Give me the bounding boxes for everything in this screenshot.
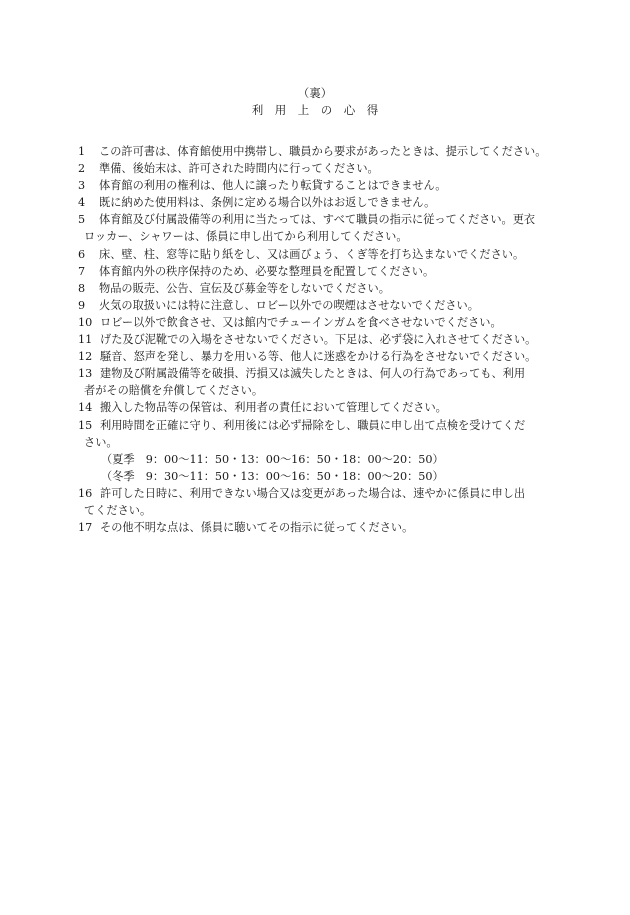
rule-text-continued: ロッカー、シャワーは、係員に申し出てから利用してください。 bbox=[84, 230, 408, 244]
rule-text: 搬入した物品等の保管は、利用者の責任において管理してください。 bbox=[100, 401, 447, 415]
rule-number: 17 bbox=[78, 521, 93, 535]
rule-number: 14 bbox=[78, 401, 93, 415]
rule-number: 5 bbox=[78, 213, 86, 227]
rule-number: 4 bbox=[78, 196, 86, 210]
rule-text-continued: てください。 bbox=[84, 503, 152, 517]
rule-item bbox=[78, 194, 560, 211]
summer-hours: （夏季 9：00〜11：50・13：00〜16：50・18：00〜20：50） bbox=[101, 452, 444, 466]
rule-text: 既に納めた使用料は、条例に定める場合以外はお返しできません。 bbox=[99, 196, 436, 210]
rule-text-continued: さい。 bbox=[84, 435, 118, 449]
rule-number: 15 bbox=[78, 418, 93, 432]
rule-text: 騒音、怒声を発し、暴力を用いる等、他人に迷惑をかける行為をさせないでください。 bbox=[100, 350, 537, 364]
rules-list bbox=[78, 143, 560, 536]
rule-number: 13 bbox=[78, 367, 93, 381]
rule-item bbox=[78, 348, 560, 365]
rule-number: 10 bbox=[78, 315, 93, 329]
rule-text: 火気の取扱いには特に注意し、ロビー以外での喫煙はさせないでください。 bbox=[99, 298, 479, 312]
rule-text: 許可した日時に、利用できない場合又は変更があった場合は、速やかに係員に申し出 bbox=[100, 486, 526, 500]
rule-text: ロビー以外で飲食させ、又は館内でチューインガムを食べさせないでください。 bbox=[100, 315, 502, 329]
rule-number: 6 bbox=[78, 247, 86, 261]
rule-number: 3 bbox=[78, 179, 86, 193]
rule-number: 8 bbox=[78, 281, 86, 295]
rule-item bbox=[78, 417, 560, 485]
rule-number: 12 bbox=[78, 350, 93, 364]
rule-text: 体育館内外の秩序保持のため、必要な整理員を配置してください。 bbox=[99, 264, 435, 278]
rule-text: 床、壁、柱、窓等に貼り紙をし、又は画びょう、くぎ等を打ち込まないでください。 bbox=[99, 247, 525, 261]
rule-number: 1 bbox=[78, 145, 86, 158]
side-label: （裏） bbox=[297, 86, 333, 100]
rule-item bbox=[78, 519, 560, 536]
rule-item bbox=[78, 177, 560, 194]
rule-item bbox=[78, 365, 560, 399]
rule-number: 9 bbox=[78, 298, 86, 312]
rule-number: 16 bbox=[78, 486, 93, 500]
rule-number: 7 bbox=[78, 264, 86, 278]
rule-item bbox=[78, 263, 560, 280]
rule-text: この許可書は、体育館使用中携帯し、職員から要求があったときは、提示してください。 bbox=[99, 145, 547, 158]
rule-text: 利用時間を正確に守り、利用後には必ず掃除をし、職員に申し出て点検を受けてくだ bbox=[100, 418, 526, 432]
rule-text: げた及び泥靴での入場をさせないでください。下足は、必ず袋に入れさせてください。 bbox=[100, 333, 537, 347]
rule-text: 体育館及び付属設備等の利用に当たっては、すべて職員の指示に従ってください。更衣 bbox=[99, 213, 536, 227]
rule-number: 11 bbox=[78, 333, 93, 347]
rule-item bbox=[78, 160, 560, 177]
rule-item bbox=[78, 331, 560, 348]
rule-text: 準備、後始末は、許可された時間内に行ってください。 bbox=[99, 162, 379, 176]
rule-item bbox=[78, 143, 560, 160]
rule-item bbox=[78, 297, 560, 314]
rule-item bbox=[78, 399, 560, 416]
rule-text-continued: 者がその賠償を弁償してください。 bbox=[84, 384, 264, 398]
rule-number: 2 bbox=[78, 162, 86, 176]
rule-text: その他不明な点は、係員に聴いてその指示に従ってください。 bbox=[100, 521, 414, 535]
rule-item bbox=[78, 280, 560, 297]
rule-item bbox=[78, 314, 560, 331]
rule-item bbox=[78, 485, 560, 519]
rule-item bbox=[78, 246, 560, 263]
rule-text: 体育館の利用の権利は、他人に譲ったり転貸することはできません。 bbox=[99, 179, 447, 193]
rule-text: 物品の販売、公告、宣伝及び募金等をしないでください。 bbox=[99, 281, 390, 295]
page-title: 利 用 上 の 心 得 bbox=[251, 103, 379, 117]
winter-hours: （冬季 9：30〜11：50・13：00〜16：50・18：00〜20：50） bbox=[101, 469, 444, 483]
rule-text: 建物及び附属設備等を破損、汚損又は滅失したときは、何人の行為であっても、利用 bbox=[100, 367, 526, 381]
rule-item bbox=[78, 211, 560, 245]
